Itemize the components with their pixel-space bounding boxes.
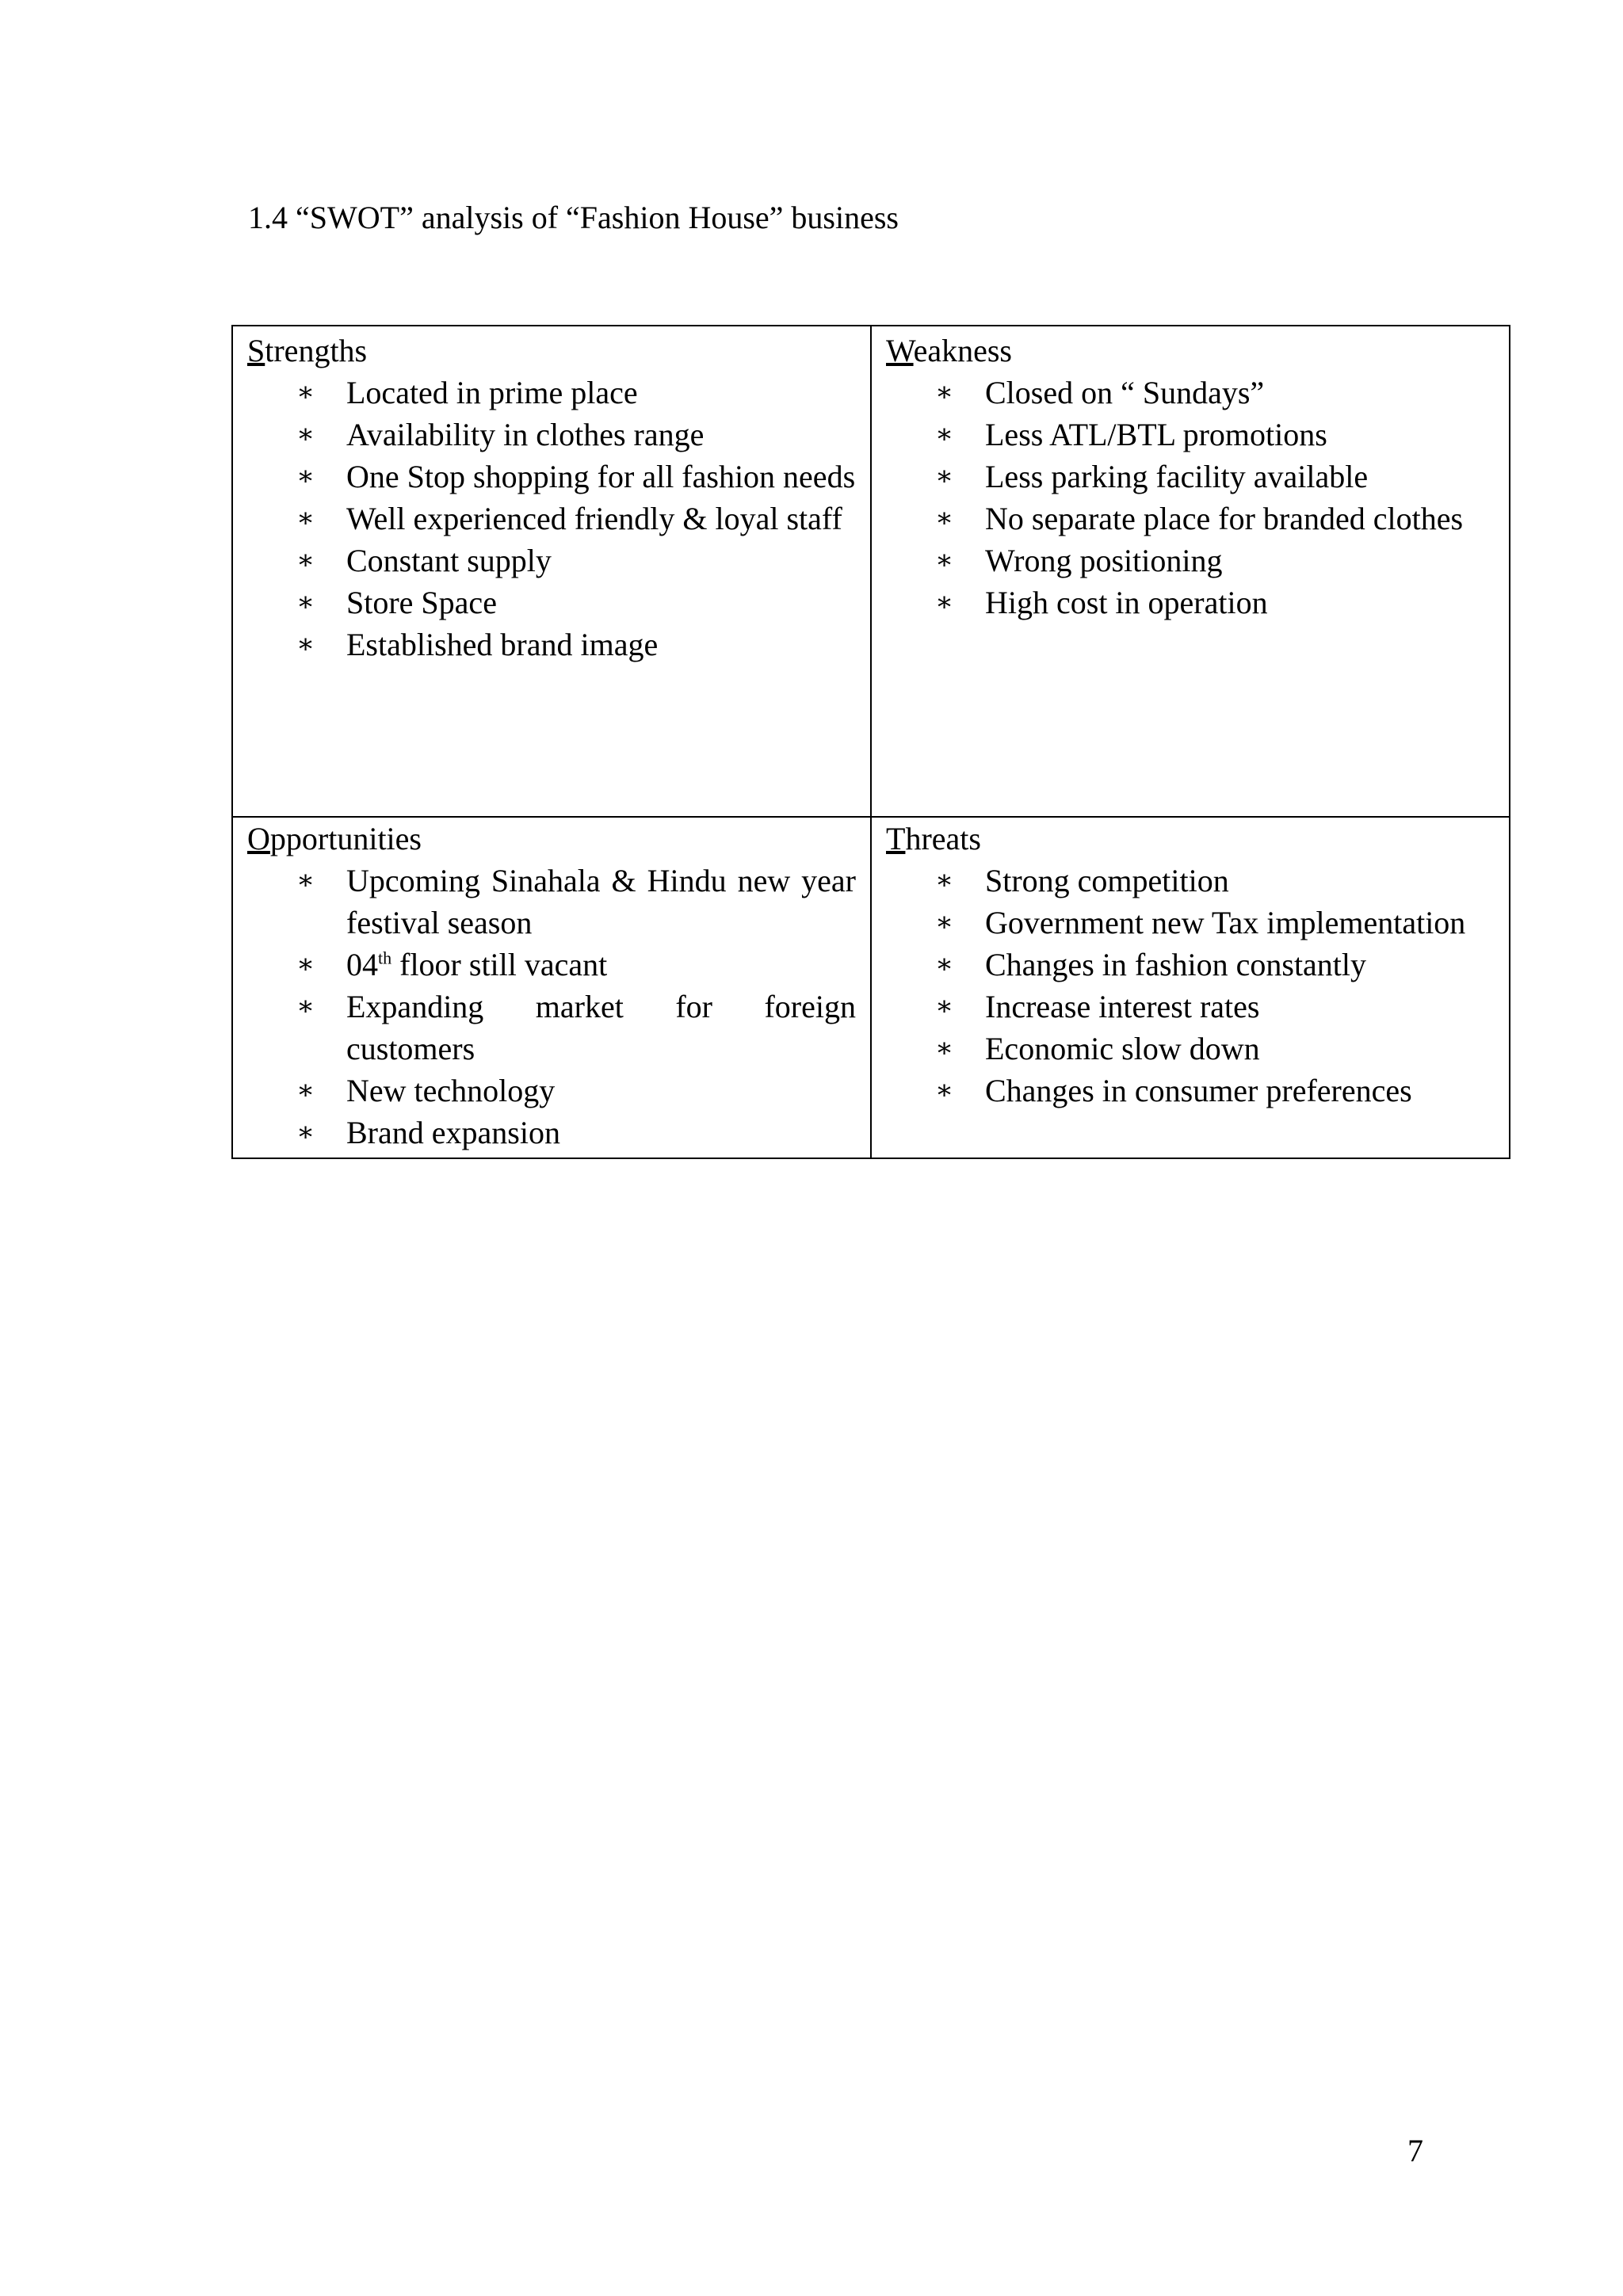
list-item: ∗ High cost in operation [886, 582, 1495, 624]
list-item: ∗ Changes in consumer preferences [886, 1070, 1495, 1112]
swot-table [231, 325, 1510, 1159]
bullet-icon: ∗ [935, 504, 954, 533]
threats-title: Threats [886, 821, 981, 856]
list-item: ∗ Changes in fashion constantly [886, 944, 1495, 986]
list-item: ∗ Increase interest rates [886, 986, 1495, 1028]
bullet-icon: ∗ [935, 462, 954, 491]
list-item: ∗ Closed on “ Sundays” [886, 372, 1495, 414]
bullet-icon: ∗ [296, 420, 315, 449]
weakness-cell [871, 326, 1510, 817]
strengths-list [247, 372, 856, 666]
bullet-icon: ∗ [935, 1076, 954, 1105]
list-item: ∗ Strong competition [886, 860, 1495, 902]
strengths-cell [232, 326, 871, 817]
list-item [247, 944, 856, 986]
opportunities-cell [232, 817, 871, 1158]
bullet-icon: ∗ [296, 1118, 315, 1147]
bullet-icon: ∗ [296, 630, 315, 659]
strengths-title: Strengths [247, 333, 368, 368]
list-item: ∗ Located in prime place [247, 372, 856, 414]
bullet-icon: ∗ [296, 992, 315, 1021]
weakness-list [886, 372, 1495, 624]
opportunities-title: Opportunities [247, 821, 422, 856]
list-item: ∗ Wrong positioning [886, 540, 1495, 582]
bullet-icon: ∗ [935, 992, 954, 1021]
list-item: ∗ New technology [247, 1070, 856, 1112]
floor-item-text: 04th floor still vacant [346, 947, 608, 982]
bullet-icon: ∗ [296, 378, 315, 407]
list-item: ∗ Constant supply [247, 540, 856, 582]
bullet-icon: ∗ [935, 866, 954, 895]
threats-list [886, 860, 1495, 1112]
bullet-icon: ∗ [935, 420, 954, 449]
list-item: ∗ Well experienced friendly & loyal staff [247, 498, 856, 540]
list-item: ∗ Upcoming Sinahala & Hindu new year festival season [247, 860, 856, 944]
bullet-icon: ∗ [296, 1076, 315, 1105]
bullet-icon: ∗ [296, 462, 315, 491]
list-item: ∗ One Stop shopping for all fashion needs [247, 456, 856, 498]
list-item: ∗ Economic slow down [886, 1028, 1495, 1070]
threats-cell [871, 817, 1510, 1158]
bullet-icon: ∗ [935, 546, 954, 575]
bullet-icon: ∗ [296, 950, 315, 979]
weakness-title: Weakness [886, 333, 1012, 368]
list-item: ∗ Less parking facility available [886, 456, 1495, 498]
list-item: ∗ Expanding market for foreign customers [247, 986, 856, 1070]
list-item: ∗ Availability in clothes range [247, 414, 856, 456]
list-item: ∗ No separate place for branded clothes [886, 498, 1495, 540]
bullet-icon: ∗ [935, 908, 954, 937]
list-item: ∗ Less ATL/BTL promotions [886, 414, 1495, 456]
bullet-icon: ∗ [935, 1034, 954, 1063]
bullet-icon: ∗ [296, 504, 315, 533]
bullet-icon: ∗ [935, 588, 954, 617]
bullet-icon: ∗ [296, 546, 315, 575]
bullet-icon: ∗ [935, 950, 954, 979]
bullet-icon: ∗ [296, 866, 315, 895]
list-item: ∗ Government new Tax implementation [886, 902, 1495, 944]
bullet-icon: ∗ [296, 588, 315, 617]
list-item: ∗ Established brand image [247, 624, 856, 666]
opportunities-list [247, 860, 856, 1154]
list-item: ∗ Brand expansion [247, 1112, 856, 1154]
bullet-icon: ∗ [935, 378, 954, 407]
section-heading: 1.4 “SWOT” analysis of “Fashion House” business [248, 200, 899, 235]
page-number: 7 [1407, 2133, 1423, 2168]
list-item: ∗ Store Space [247, 582, 856, 624]
